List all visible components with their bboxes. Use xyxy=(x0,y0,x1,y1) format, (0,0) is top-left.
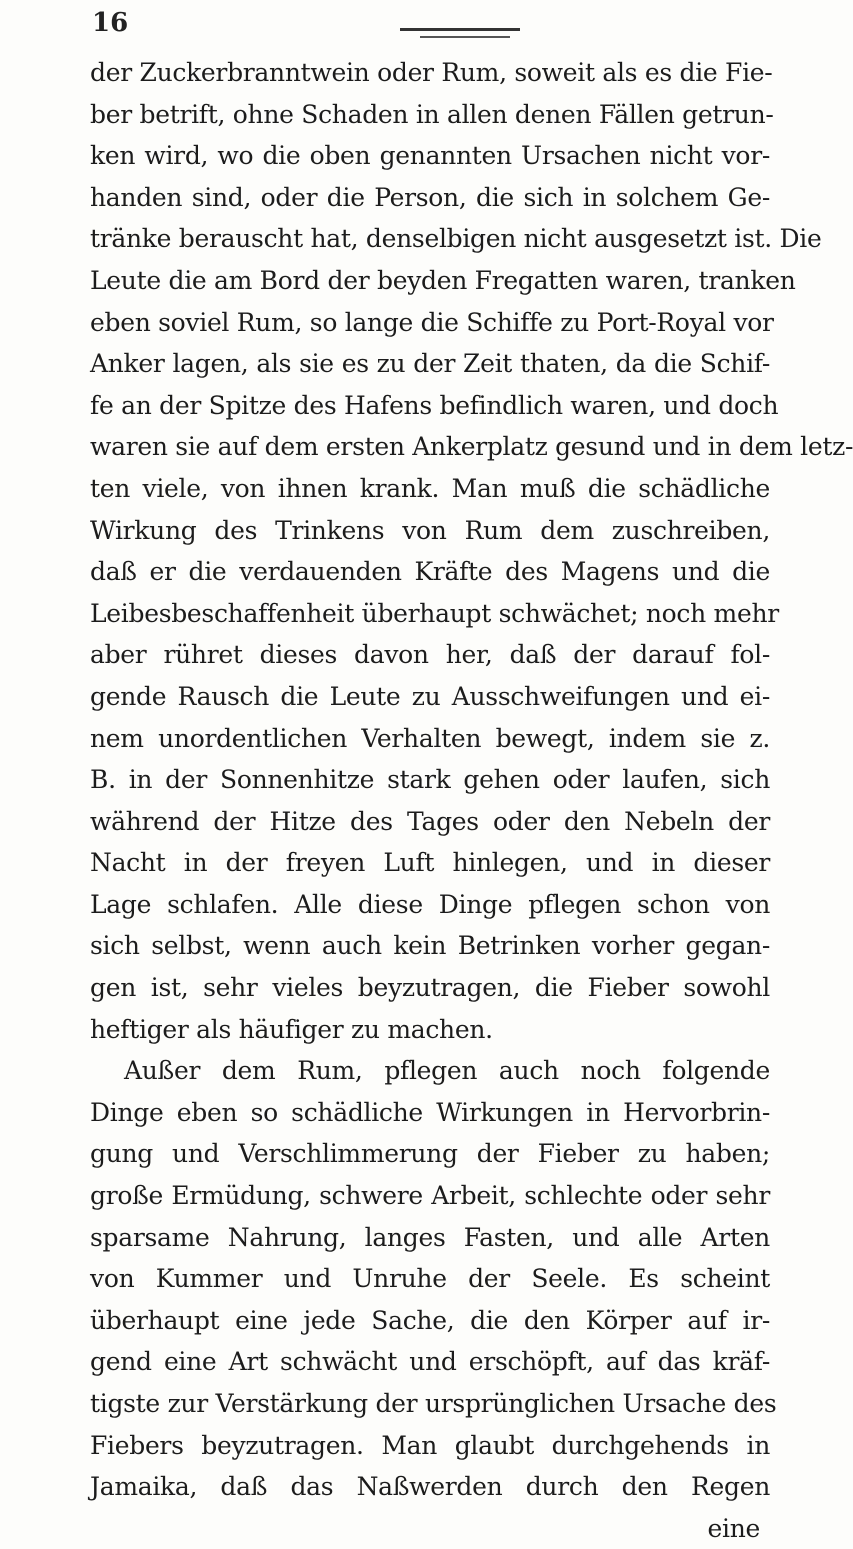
text-line: aber rühret dieses davon her, daß der darauf fol- xyxy=(90,640,770,670)
text-line: Wirkung des Trinkens von Rum dem zuschreiben, xyxy=(90,515,770,545)
text-line: sich selbst, wenn auch kein Betrinken vorher gegan- xyxy=(90,931,770,961)
text-line: daß er die verdauenden Kräfte des Magens und die xyxy=(90,557,770,587)
text-line: Außer dem Rum, pflegen auch noch folgende xyxy=(124,1056,770,1086)
text-line: handen sind, oder die Person, die sich in solchem Ge- xyxy=(90,182,770,212)
header-rule xyxy=(400,28,520,31)
text-line: sparsame Nahrung, langes Fasten, und alle Arten xyxy=(90,1222,770,1252)
page-number: 16 xyxy=(92,8,129,38)
text-line: während der Hitze des Tages oder den Nebeln der xyxy=(90,806,770,836)
text-line: nem unordentlichen Verhalten bewegt, indem sie z. xyxy=(90,723,770,753)
text-line: tigste zur Verstärkung der ursprünglichen Ursache des xyxy=(90,1389,777,1418)
body-text xyxy=(90,52,853,1549)
text-line: Lage schlafen. Alle diese Dinge pflegen schon von xyxy=(90,889,770,919)
text-line: Anker lagen, als sie es zu der Zeit thaten, da die Schif- xyxy=(90,349,770,379)
text-line: heftiger als häufiger zu machen. xyxy=(90,1014,493,1044)
text-line: eben soviel Rum, so lange die Schiffe zu Port-Royal vor xyxy=(90,307,774,337)
text-line: der Zuckerbranntwein oder Rum, soweit als es die Fie- xyxy=(90,58,773,87)
catchword: eine xyxy=(707,1513,760,1543)
text-line: ber betrift, ohne Schaden in allen denen Fällen getrun- xyxy=(90,99,774,129)
text-line: große Ermüdung, schwere Arbeit, schlechte oder sehr xyxy=(90,1181,770,1211)
header-rule-secondary xyxy=(420,36,510,38)
text-line: B. in der Sonnenhitze stark gehen oder laufen, sich xyxy=(90,765,770,795)
text-line: gen ist, sehr vieles beyzutragen, die Fieber sowohl xyxy=(90,973,770,1003)
text-line: von Kummer und Unruhe der Seele. Es scheint xyxy=(90,1264,770,1294)
text-line: tränke berauscht hat, denselbigen nicht ausgesetzt ist. Die xyxy=(90,224,822,254)
text-line: Nacht in der freyen Luft hinlegen, und in dieser xyxy=(90,848,770,878)
text-line: ten viele, von ihnen krank. Man muß die schädliche xyxy=(90,473,770,503)
text-line: Fiebers beyzutragen. Man glaubt durchgehends in xyxy=(90,1430,770,1460)
text-line: überhaupt eine jede Sache, die den Körper auf ir- xyxy=(90,1305,770,1335)
text-line: gung und Verschlimmerung der Fieber zu haben; xyxy=(90,1139,770,1169)
text-line: ken wird, wo die oben genannten Ursachen nicht vor- xyxy=(90,141,770,171)
text-line: waren sie auf dem ersten Ankerplatz gesund und in dem letz- xyxy=(90,432,853,462)
text-line: Leute die am Bord der beyden Fregatten waren, tranken xyxy=(90,265,796,295)
text-line: Jamaika, daß das Naßwerden durch den Regen xyxy=(90,1472,770,1502)
text-line: Leibesbeschaffenheit überhaupt schwächet; noch mehr xyxy=(90,598,779,628)
text-line: gend eine Art schwächt und erschöpft, auf das kräf- xyxy=(90,1347,770,1377)
text-line: Dinge eben so schädliche Wirkungen in Hervorbrin- xyxy=(90,1097,770,1127)
text-line: fe an der Spitze des Hafens befindlich waren, und doch xyxy=(90,390,779,420)
text-line: gende Rausch die Leute zu Ausschweifungen und ei- xyxy=(90,681,770,711)
